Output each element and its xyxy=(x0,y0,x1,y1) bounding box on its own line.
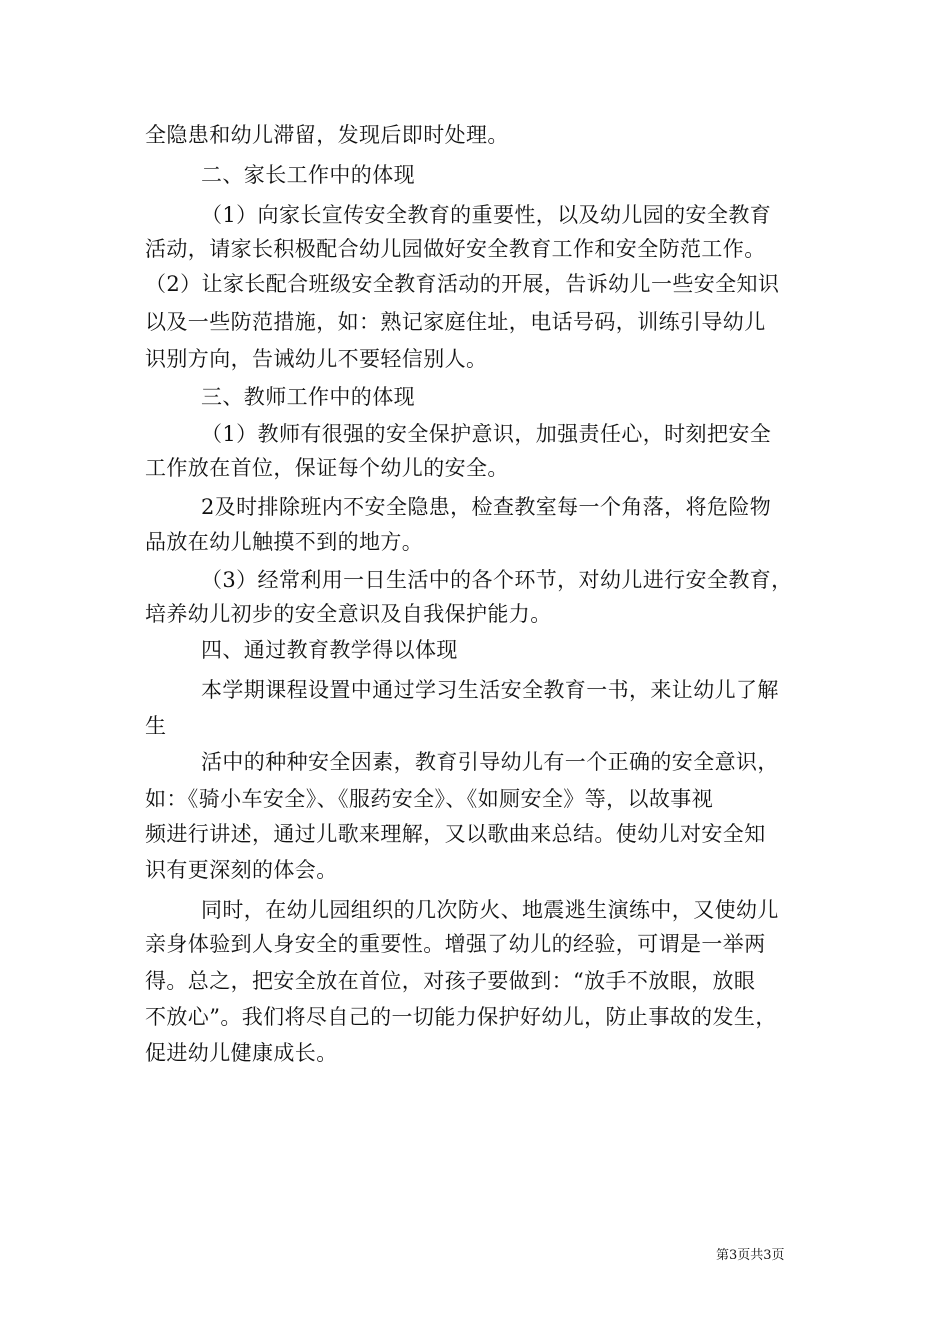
text-line: 活中的种种安全因素，教育引导幼儿有一个正确的安全意识， xyxy=(201,750,779,774)
text-line: （1）向家长宣传安全教育的重要性，以及幼儿园的安全教育 xyxy=(201,203,772,227)
text-line: （2）让家长配合班级安全教育活动的开展，告诉幼儿一些安全知识 xyxy=(145,272,780,296)
text-line: （1）教师有很强的安全保护意识，加强责任心，时刻把安全 xyxy=(201,422,772,446)
text-line: 2及时排除班内不安全隐患，检查教室每一个角落，将危险物 xyxy=(201,495,772,519)
text-line: 培养幼儿初步的安全意识及自我保护能力。 xyxy=(145,602,552,626)
text-line: 亲身体验到人身安全的重要性。增强了幼儿的经验，可谓是一举两 xyxy=(145,932,766,956)
section-heading: 三、教师工作中的体现 xyxy=(201,385,415,409)
text-line: 以及一些防范措施，如：熟记家庭住址，电话号码，训练引导幼儿 xyxy=(145,310,766,334)
text-line: 识别方向，告诫幼儿不要轻信别人。 xyxy=(145,347,488,371)
text-line: 品放在幼儿触摸不到的地方。 xyxy=(145,530,424,554)
text-line: 本学期课程设置中通过学习生活安全教育一书，来让幼儿了解 xyxy=(201,678,779,702)
text-line: 频进行讲述，通过儿歌来理解，又以歌曲来总结。使幼儿对安全知 xyxy=(145,822,766,846)
text-line: 同时，在幼儿园组织的几次防火、地震逃生演练中，又使幼儿 xyxy=(201,898,779,922)
text-line: 工作放在首位，保证每个幼儿的安全。 xyxy=(145,456,509,480)
section-heading: 四、通过教育教学得以体现 xyxy=(201,638,458,662)
text-line: 如：《骑小车安全》、《服药安全》、《如厕安全》等，以故事视 xyxy=(145,787,714,811)
text-line: （3）经常利用一日生活中的各个环节，对幼儿进行安全教育， xyxy=(201,568,793,592)
text-line: 生 xyxy=(145,714,167,738)
text-line: 活动，请家长积极配合幼儿园做好安全教育工作和安全防范工作。 xyxy=(145,237,766,261)
text-line: 得。总之，把安全放在首位，对孩子要做到：“放手不放眼，放眼 xyxy=(145,969,756,993)
text-line: 全隐患和幼儿滞留，发现后即时处理。 xyxy=(145,123,509,147)
section-heading: 二、家长工作中的体现 xyxy=(201,163,415,187)
text-line: 不放心”。我们将尽自己的一切能力保护好幼儿，防止事故的发生， xyxy=(145,1005,777,1029)
page-number: 第3页共3页 xyxy=(716,1248,785,1263)
text-line: 识有更深刻的体会。 xyxy=(145,858,338,882)
text-line: 促进幼儿健康成长。 xyxy=(145,1041,338,1065)
